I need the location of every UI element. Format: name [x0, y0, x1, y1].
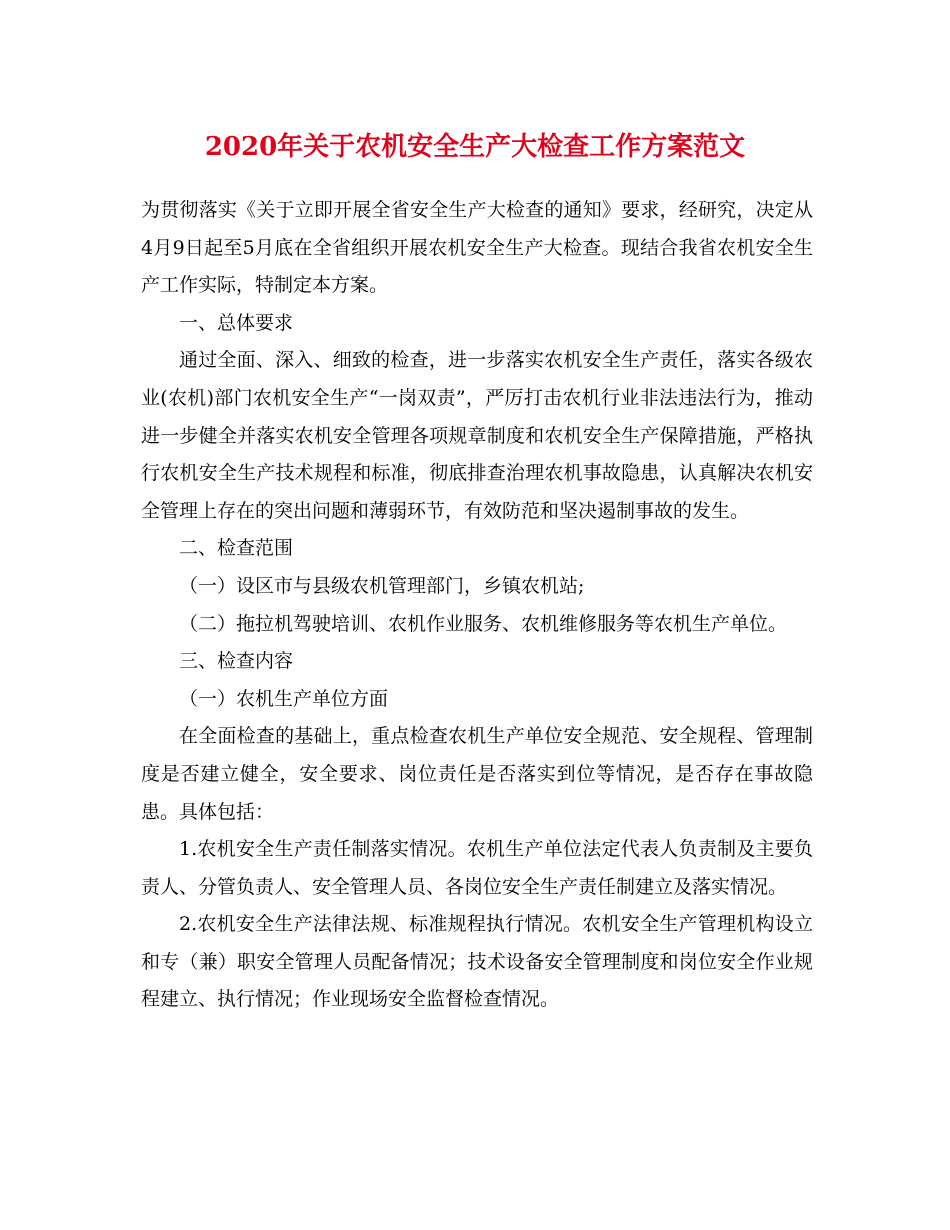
paragraph-intro: 为贯彻落实《关于立即开展全省安全生产大检查的通知》要求，经研究，决定从4月9日起至5月底在全省组织开展农机安全生产大检查。现结合我省农机安全生产工作实际，特制定本方案。: [141, 199, 813, 297]
subsection-heading-production-units: （一）农机生产单位方面: [179, 687, 389, 710]
list-item-content-1: 1.农机安全生产责任制落实情况。农机生产单位法定代表人负责制及主要负责人、分管负责人、安全管理人员、各岗位安全生产责任制建立及落实情况。: [141, 838, 813, 898]
section-heading-scope: 二、检查范围: [179, 537, 294, 560]
paragraph-general-requirements: 通过全面、深入、细致的检查，进一步落实农机安全生产责任，落实各级农业(农机)部门农机安全生产“一岗双责”，严厉打击农机行业非法违法行为，推动进一步健全并落实农机安全管理各项规章制度和农机安全生产保障措施，严格执行农机安全生产技术规程和标准，彻底排查治理农机事故隐患，认真解决农机安全管理上存在的突出问题和薄弱环节，有效防范和坚决遏制事故的发生。: [141, 349, 813, 522]
paragraph-production-units: 在全面检查的基础上，重点检查农机生产单位安全规范、安全规程、管理制度是否建立健全，安全要求、岗位责任是否落实到位等情况，是否存在事故隐患。具体包括：: [141, 725, 813, 823]
section-heading-content: 三、检查内容: [179, 650, 294, 673]
list-item-scope-1: （一）设区市与县级农机管理部门，乡镇农机站;: [179, 574, 585, 597]
document-body: [141, 192, 813, 1019]
document-title: 2020年关于农机安全生产大检查工作方案范文: [204, 132, 746, 162]
list-item-content-2: 2.农机安全生产法律法规、标准规程执行情况。农机安全生产管理机构设立和专（兼）职安全管理人员配备情况；技术设备安全管理制度和岗位安全作业规程建立、执行情况；作业现场安全监督检查情况。: [141, 913, 813, 1011]
list-item-scope-2: （二）拖拉机驾驶培训、农机作业服务、农机维修服务等农机生产单位。: [179, 612, 788, 635]
section-heading-general-requirements: 一、总体要求: [179, 311, 294, 334]
